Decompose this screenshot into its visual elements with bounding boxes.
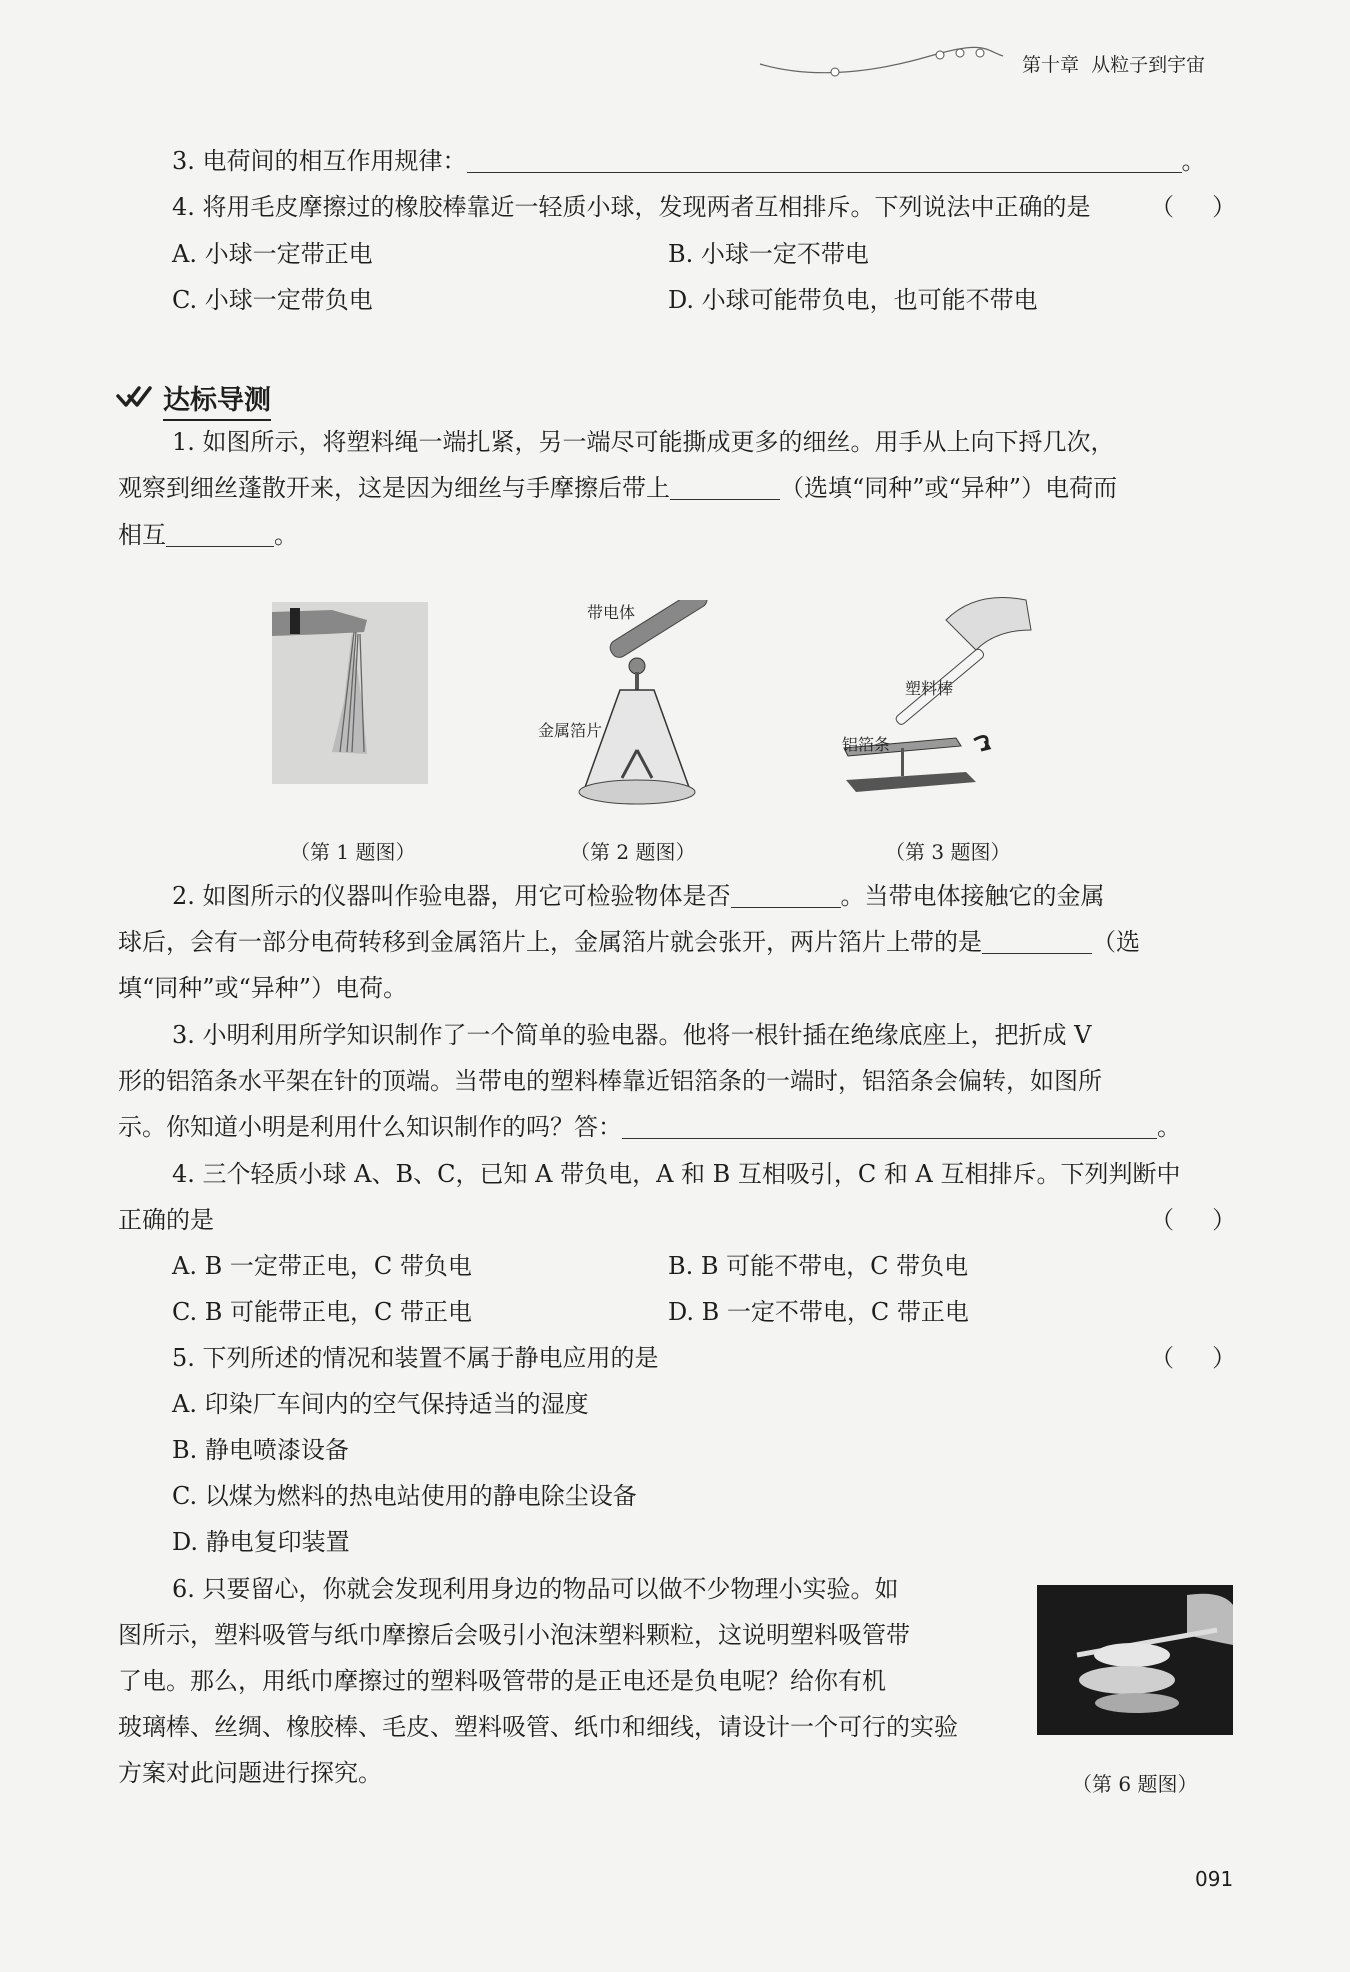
answer-blank[interactable] [622, 1114, 1157, 1139]
figure-6-photo [1037, 1585, 1233, 1735]
option-b: B. B 可能不带电，C 带负电 [668, 1252, 969, 1280]
q3-line1: 3. 小明利用所学知识制作了一个简单的验电器。他将一根针插在绝缘底座上，把折成 V [172, 1021, 1092, 1049]
answer-blank[interactable] [731, 883, 841, 908]
q2-line2: 球后，会有一部分电荷转移到金属箔片上，金属箔片就会张开，两片箔片上带的是 （选 [118, 928, 1140, 956]
q6-line3: 了电。那么，用纸巾摩擦过的塑料吸管带的是正电还是负电呢？给你有机 [118, 1667, 886, 1695]
chapter-number: 第十章 [1022, 54, 1080, 76]
figure-3-label-rod: 塑料棒 [905, 679, 954, 698]
header-decoration [755, 42, 1005, 82]
q4-line2: 正确的是 [118, 1206, 214, 1234]
q4-line1: 4. 三个轻质小球 A、B、C，已知 A 带负电，A 和 B 互相吸引，C 和 A 互相排斥。下列判断中 [172, 1160, 1181, 1188]
figure-1-caption: （第 1 题图） [290, 840, 416, 864]
option-a: A. 小球一定带正电 [172, 240, 373, 268]
q3-line3: 示。你知道小明是利用什么知识制作的吗？答： 。 [118, 1113, 1181, 1141]
chapter-title [1022, 50, 1205, 77]
option-d: D. B 一定不带电，C 带正电 [668, 1298, 969, 1326]
option-a: A. 印染厂车间内的空气保持适当的湿度 [172, 1390, 589, 1418]
option-c: C. 小球一定带负电 [172, 286, 373, 314]
answer-blank[interactable] [467, 148, 1182, 173]
prev-q4-answer-paren[interactable]: （ ） [1150, 193, 1237, 221]
chapter-name: 从粒子到宇宙 [1091, 54, 1206, 76]
q3-line2: 形的铝箔条水平架在针的顶端。当带电的塑料棒靠近铝箔条的一端时，铝箔条会偏转，如图所 [118, 1067, 1102, 1095]
prev-q4: 4. 将用毛皮摩擦过的橡胶棒靠近一轻质小球，发现两者互相排斥。下列说法中正确的是 [172, 193, 1091, 221]
option-b: B. 小球一定不带电 [668, 240, 869, 268]
figure-3-caption: （第 3 题图） [885, 840, 1011, 864]
double-check-icon [115, 382, 153, 412]
option-d: D. 小球可能带负电，也可能不带电 [668, 286, 1038, 314]
option-a: A. B 一定带正电，C 带负电 [172, 1252, 472, 1280]
option-b: B. 静电喷漆设备 [172, 1436, 349, 1464]
q6-line4: 玻璃棒、丝绸、橡胶棒、毛皮、塑料吸管、纸巾和细线，请设计一个可行的实验 [118, 1713, 958, 1741]
answer-blank[interactable] [670, 475, 780, 500]
q5-line1: 5. 下列所述的情况和装置不属于静电应用的是 [172, 1344, 659, 1372]
q6-line2: 图所示，塑料吸管与纸巾摩擦后会吸引小泡沫塑料颗粒，这说明塑料吸管带 [118, 1621, 910, 1649]
option-c: C. B 可能带正电，C 带正电 [172, 1298, 473, 1326]
option-c: C. 以煤为燃料的热电站使用的静电除尘设备 [172, 1482, 637, 1510]
answer-blank[interactable] [166, 522, 274, 547]
figure-2-caption: （第 2 题图） [570, 840, 696, 864]
q1-line3: 相互 。 [118, 521, 298, 549]
q2-line1: 2. 如图所示的仪器叫作验电器，用它可检验物体是否 。当带电体接触它的金属 [172, 882, 1105, 910]
figure-3-foil-setup [826, 590, 1036, 810]
q2-line3: 填“同种”或“异种”）电荷。 [118, 974, 408, 1002]
q5-answer-paren[interactable]: （ ） [1150, 1344, 1237, 1372]
q1-line1: 1. 如图所示，将塑料绳一端扎紧，另一端尽可能撕成更多的细丝。用手从上向下捋几次， [172, 428, 1115, 456]
q4-answer-paren[interactable]: （ ） [1150, 1206, 1237, 1234]
q1-line2: 观察到细丝蓬散开来，这是因为细丝与手摩擦后带上 （选填“同种”或“异种”）电荷而 [118, 474, 1118, 502]
q6-line5: 方案对此问题进行探究。 [118, 1759, 382, 1787]
option-d: D. 静电复印装置 [172, 1528, 350, 1556]
prev-q3: 3. 电荷间的相互作用规律： 。 [172, 147, 1206, 175]
figure-2-electroscope [540, 600, 740, 810]
q6-line1: 6. 只要留心，你就会发现利用身边的物品可以做不少物理小实验。如 [172, 1575, 899, 1603]
answer-blank[interactable] [982, 929, 1092, 954]
figure-2-label-charged-body: 带电体 [587, 603, 636, 622]
figure-2-label-foil: 金属箔片 [538, 721, 603, 740]
figure-6-caption: （第 6 题图） [1072, 1772, 1198, 1796]
section-title: 达标导测 [163, 378, 271, 421]
figure-3-label-foil: 铝箔条 [842, 735, 891, 754]
figure-1-photo [272, 602, 428, 784]
page-number: 091 [1195, 1867, 1234, 1891]
